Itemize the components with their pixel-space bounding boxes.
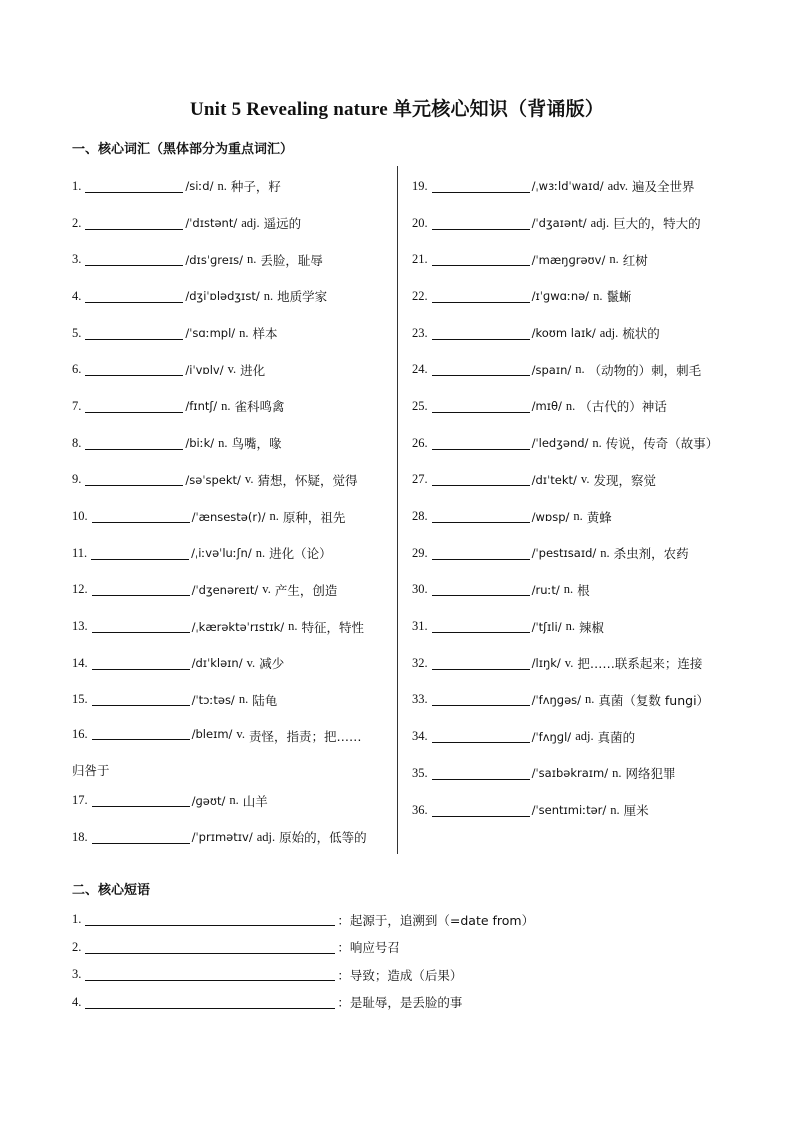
- vocab-item: [72, 819, 392, 856]
- item-number: 6.: [72, 362, 82, 377]
- item-number: 12.: [72, 582, 88, 597]
- phonetic: /ˌiːvəˈluːʃn/: [191, 546, 252, 561]
- phrase-list: [72, 906, 632, 1016]
- vocab-item: [412, 205, 732, 242]
- meaning: 辣椒: [578, 619, 604, 635]
- vocab-column-right: [412, 168, 732, 828]
- meaning: 把……联系起来；连接: [577, 656, 703, 672]
- phonetic: /ˈtɔːtəs/: [191, 692, 235, 707]
- part-of-speech: v.: [564, 655, 574, 670]
- meaning: 厘米: [623, 803, 649, 819]
- item-number: 30.: [412, 582, 428, 597]
- vocab-item: [72, 682, 392, 719]
- answer-blank[interactable]: [85, 180, 183, 193]
- vocab-item: [72, 572, 392, 609]
- part-of-speech: n.: [218, 435, 228, 450]
- answer-blank[interactable]: [92, 657, 190, 670]
- answer-blank[interactable]: [432, 804, 530, 817]
- section-heading-phrases: 二、核心短语: [72, 883, 151, 898]
- item-number: 14.: [72, 655, 88, 670]
- vocab-item: [72, 425, 392, 462]
- item-number: 26.: [412, 435, 428, 450]
- phonetic: /mɪθ/: [531, 399, 562, 414]
- part-of-speech: v.: [227, 362, 237, 377]
- phrase-item: [72, 934, 632, 962]
- meaning: 减少: [259, 656, 285, 672]
- phonetic: /ˈsentɪmiːtər/: [531, 803, 607, 818]
- phonetic: /ɡəʊt/: [191, 793, 226, 808]
- vocab-item: [72, 315, 392, 352]
- part-of-speech: adj.: [590, 215, 610, 230]
- answer-blank[interactable]: [92, 583, 190, 596]
- item-number: 7.: [72, 398, 82, 413]
- item-number: 33.: [412, 692, 428, 707]
- vocab-item: [412, 168, 732, 205]
- vocab-item: [412, 278, 732, 315]
- part-of-speech: n.: [246, 252, 257, 267]
- answer-blank[interactable]: [85, 968, 335, 981]
- part-of-speech: n.: [610, 802, 620, 817]
- phonetic: /dɪsˈɡreɪs/: [185, 252, 243, 267]
- vocab-item: [412, 755, 732, 792]
- meaning: 梳状的: [622, 326, 660, 342]
- meaning: （动物的）刺，刺毛: [588, 362, 702, 378]
- item-number: 17.: [72, 793, 88, 808]
- item-number: 1.: [72, 912, 82, 927]
- vocab-item: [412, 718, 732, 755]
- phonetic: /səˈspekt/: [185, 472, 241, 487]
- phonetic: /dʒiˈɒlədʒɪst/: [185, 289, 260, 304]
- meaning: 发现，察觉: [593, 472, 656, 488]
- item-number: 5.: [72, 325, 82, 340]
- item-number: 13.: [72, 619, 88, 634]
- vocab-item: [72, 278, 392, 315]
- vocab-item: [412, 351, 732, 388]
- part-of-speech: adj.: [256, 829, 276, 844]
- meaning: 样本: [252, 326, 278, 342]
- answer-blank[interactable]: [432, 363, 530, 376]
- part-of-speech: n.: [612, 765, 622, 780]
- meaning: 鸟嘴，喙: [231, 436, 282, 452]
- item-number: 32.: [412, 655, 428, 670]
- meaning: （古代的）神话: [579, 399, 667, 415]
- meaning: 山羊: [242, 793, 268, 809]
- part-of-speech: n.: [575, 362, 585, 377]
- phonetic: /ˈsaɪbəkraɪm/: [531, 766, 609, 781]
- part-of-speech: v.: [236, 727, 245, 742]
- item-number: 20.: [412, 215, 428, 230]
- answer-blank[interactable]: [85, 253, 183, 266]
- meaning: 进化（论）: [269, 546, 332, 562]
- phonetic: /ˈfʌŋɡl/: [531, 729, 572, 744]
- section-heading-vocabulary: 一、核心词汇（黑体部分为重点词汇）: [72, 142, 294, 157]
- part-of-speech: n.: [229, 793, 239, 808]
- answer-blank[interactable]: [92, 831, 190, 844]
- answer-blank[interactable]: [432, 400, 530, 413]
- answer-blank[interactable]: [85, 400, 183, 413]
- meaning: 责怪，指责；把……: [249, 729, 362, 745]
- meaning: 巨大的，特大的: [613, 216, 701, 232]
- answer-blank[interactable]: [432, 253, 530, 266]
- answer-blank[interactable]: [432, 290, 530, 303]
- part-of-speech: n.: [565, 398, 576, 413]
- phonetic: /iˈvɒlv/: [185, 362, 224, 377]
- meaning: 原始的，低等的: [279, 830, 367, 846]
- meaning: 真菌的: [597, 729, 636, 745]
- phonetic: /ˈmæŋɡrəʊv/: [531, 252, 606, 267]
- item-number: 3.: [72, 252, 82, 267]
- answer-blank[interactable]: [85, 217, 183, 230]
- part-of-speech: n.: [592, 435, 602, 450]
- answer-blank[interactable]: [432, 620, 530, 633]
- answer-blank[interactable]: [92, 693, 190, 706]
- part-of-speech: n.: [563, 582, 574, 597]
- phonetic: /ˌwɜːldˈwaɪd/: [531, 179, 604, 194]
- meaning: ：起源于，追溯到（=date from）: [337, 912, 535, 928]
- meaning: 陆龟: [252, 692, 278, 708]
- answer-blank[interactable]: [85, 473, 183, 486]
- meaning: ：是耻辱，是丢脸的事: [337, 995, 463, 1011]
- part-of-speech: n.: [593, 288, 603, 303]
- answer-blank[interactable]: [432, 510, 530, 523]
- answer-blank[interactable]: [92, 620, 190, 633]
- vocab-item: [412, 645, 732, 682]
- vocab-item: [412, 425, 732, 462]
- answer-blank[interactable]: [432, 767, 530, 780]
- phonetic: /ˌkærəktəˈrɪstɪk/: [191, 619, 285, 634]
- meaning: 真菌（复数 fungi）: [598, 692, 710, 708]
- meaning: 产生，创造: [274, 582, 338, 598]
- part-of-speech: adj.: [241, 215, 260, 230]
- item-number: 22.: [412, 288, 428, 303]
- item-number: 34.: [412, 729, 428, 744]
- phrase-item: [72, 906, 632, 934]
- answer-blank[interactable]: [85, 996, 335, 1009]
- answer-blank[interactable]: [91, 547, 189, 560]
- vocab-item: [72, 388, 392, 425]
- meaning: 特征，特性: [301, 619, 365, 635]
- answer-blank[interactable]: [432, 657, 530, 670]
- phonetic: /ˈtʃɪli/: [531, 619, 562, 634]
- vocab-item: [412, 792, 732, 829]
- phonetic: /ɪˈɡwɑːnə/: [531, 289, 590, 304]
- part-of-speech: v.: [580, 472, 590, 487]
- answer-blank[interactable]: [85, 363, 183, 376]
- part-of-speech: n.: [263, 288, 274, 303]
- part-of-speech: n.: [565, 619, 575, 634]
- item-number: 2.: [72, 939, 82, 954]
- part-of-speech: v.: [244, 472, 254, 487]
- part-of-speech: v.: [262, 582, 271, 597]
- item-number: 2.: [72, 215, 82, 230]
- phonetic: /siːd/: [185, 179, 214, 194]
- phonetic: /bleɪm/: [191, 727, 233, 742]
- phonetic: /wɒsp/: [531, 509, 570, 524]
- item-number: 28.: [412, 509, 428, 524]
- answer-blank[interactable]: [432, 327, 530, 340]
- meaning: 原种，祖先: [282, 509, 346, 525]
- vocab-item: [72, 608, 392, 645]
- vocab-item: [72, 168, 392, 205]
- vocab-item: [412, 682, 732, 719]
- meaning: 黄蜂: [586, 509, 612, 525]
- phonetic: /koʊm laɪk/: [531, 326, 596, 341]
- part-of-speech: n.: [288, 619, 298, 634]
- item-number: 19.: [412, 178, 428, 193]
- answer-blank[interactable]: [92, 510, 190, 523]
- answer-blank[interactable]: [85, 327, 183, 340]
- vocab-item: [412, 535, 732, 572]
- item-number: 1.: [72, 178, 82, 193]
- column-divider: [397, 166, 398, 854]
- phonetic: /biːk/: [185, 436, 215, 451]
- vocab-item: [72, 535, 392, 572]
- item-number: 10.: [72, 509, 88, 524]
- phonetic: /dɪˈkləɪn/: [191, 656, 243, 671]
- phrase-item: [72, 961, 632, 989]
- item-number: 16.: [72, 727, 88, 742]
- meaning: 红树: [622, 252, 648, 268]
- meaning: 鬣蜥: [606, 289, 632, 305]
- part-of-speech: n.: [609, 252, 619, 267]
- vocab-item: [412, 498, 732, 535]
- answer-blank[interactable]: [432, 217, 530, 230]
- item-number: 21.: [412, 252, 428, 267]
- part-of-speech: n.: [269, 509, 279, 524]
- part-of-speech: n.: [238, 692, 249, 707]
- item-number: 4.: [72, 288, 82, 303]
- item-number: 8.: [72, 435, 82, 450]
- phonetic: /ˈænsestə(r)/: [191, 509, 266, 524]
- item-number: 36.: [412, 802, 428, 817]
- answer-blank[interactable]: [432, 730, 530, 743]
- meaning: 传说，传奇（故事）: [605, 436, 719, 452]
- meaning: 网络犯罪: [625, 766, 676, 782]
- item-number: 35.: [412, 765, 428, 780]
- item-number: 15.: [72, 692, 88, 707]
- phonetic: /dɪˈtekt/: [531, 472, 577, 487]
- vocab-item: [412, 462, 732, 499]
- answer-blank[interactable]: [85, 437, 183, 450]
- answer-blank[interactable]: [92, 727, 190, 740]
- answer-blank[interactable]: [92, 794, 190, 807]
- phonetic: /ˈpestɪsaɪd/: [531, 546, 597, 561]
- item-number: 23.: [412, 325, 428, 340]
- vocab-item: [412, 608, 732, 645]
- phonetic: /ˈdʒaɪənt/: [531, 216, 587, 231]
- vocab-item: [72, 498, 392, 535]
- phonetic: /lɪŋk/: [531, 656, 561, 671]
- phonetic: /spaɪn/: [531, 362, 572, 377]
- vocab-item: [72, 241, 392, 278]
- meaning: 根: [577, 582, 590, 598]
- meaning: 进化: [240, 362, 266, 378]
- vocab-item: [72, 205, 392, 242]
- phrase-item: [72, 989, 632, 1017]
- meaning-continued: 归咎于: [72, 762, 110, 778]
- vocab-item: [72, 351, 392, 388]
- meaning: 雀科鸣禽: [234, 399, 285, 415]
- part-of-speech: n.: [217, 178, 227, 193]
- item-number: 31.: [412, 619, 428, 634]
- part-of-speech: adj.: [575, 729, 594, 744]
- meaning: 种子，籽: [230, 179, 281, 195]
- item-number: 27.: [412, 472, 428, 487]
- vocab-item: [72, 718, 392, 782]
- vocab-item: [412, 388, 732, 425]
- answer-blank[interactable]: [432, 693, 530, 706]
- vocab-column-left: [72, 168, 392, 856]
- answer-blank[interactable]: [432, 473, 530, 486]
- item-number: 9.: [72, 472, 82, 487]
- vocab-item: [412, 572, 732, 609]
- answer-blank[interactable]: [85, 290, 183, 303]
- document-title: Unit 5 Revealing nature 单元核心知识（背诵版）: [189, 99, 605, 120]
- meaning: 遥远的: [263, 216, 302, 232]
- part-of-speech: v.: [246, 655, 256, 670]
- answer-blank[interactable]: [432, 437, 530, 450]
- meaning: 猜想，怀疑，觉得: [257, 472, 358, 488]
- part-of-speech: n.: [221, 398, 231, 413]
- part-of-speech: adv.: [607, 178, 628, 193]
- vocab-item: [412, 315, 732, 352]
- phonetic: /ˈfʌŋɡəs/: [531, 692, 582, 707]
- meaning: ：响应号召: [337, 940, 400, 956]
- item-number: 25.: [412, 398, 428, 413]
- item-number: 3.: [72, 967, 82, 982]
- item-number: 24.: [412, 362, 428, 377]
- answer-blank[interactable]: [432, 583, 530, 596]
- part-of-speech: n.: [600, 545, 610, 560]
- phonetic: /ruːt/: [531, 582, 560, 597]
- item-number: 11.: [72, 545, 88, 560]
- phonetic: /ˈsɑːmpl/: [185, 326, 236, 341]
- meaning: 丢脸，耻辱: [260, 252, 323, 268]
- part-of-speech: adj.: [599, 325, 619, 340]
- phonetic: /ˈdʒenəreɪt/: [191, 582, 259, 597]
- part-of-speech: n.: [255, 545, 266, 560]
- phonetic: /fɪntʃ/: [185, 399, 218, 414]
- part-of-speech: n.: [585, 692, 595, 707]
- meaning: 杀虫剂，农药: [613, 546, 689, 562]
- answer-blank[interactable]: [432, 180, 530, 193]
- vocab-item: [412, 241, 732, 278]
- answer-blank[interactable]: [85, 941, 335, 954]
- phonetic: /ˈdɪstənt/: [185, 216, 238, 231]
- item-number: 18.: [72, 829, 88, 844]
- meaning: 遍及全世界: [632, 179, 695, 195]
- item-number: 4.: [72, 994, 82, 1009]
- vocab-item: [72, 462, 392, 499]
- meaning: ：导致；造成（后果）: [337, 967, 463, 983]
- phonetic: /ˈledʒənd/: [531, 436, 589, 451]
- meaning: 地质学家: [277, 289, 328, 305]
- vocab-item: [72, 645, 392, 682]
- phonetic: /ˈprɪmətɪv/: [191, 830, 253, 845]
- answer-blank[interactable]: [85, 913, 335, 926]
- answer-blank[interactable]: [432, 547, 530, 560]
- part-of-speech: n.: [573, 509, 583, 524]
- vocab-item: [72, 782, 392, 819]
- item-number: 29.: [412, 545, 428, 560]
- part-of-speech: n.: [239, 325, 249, 340]
